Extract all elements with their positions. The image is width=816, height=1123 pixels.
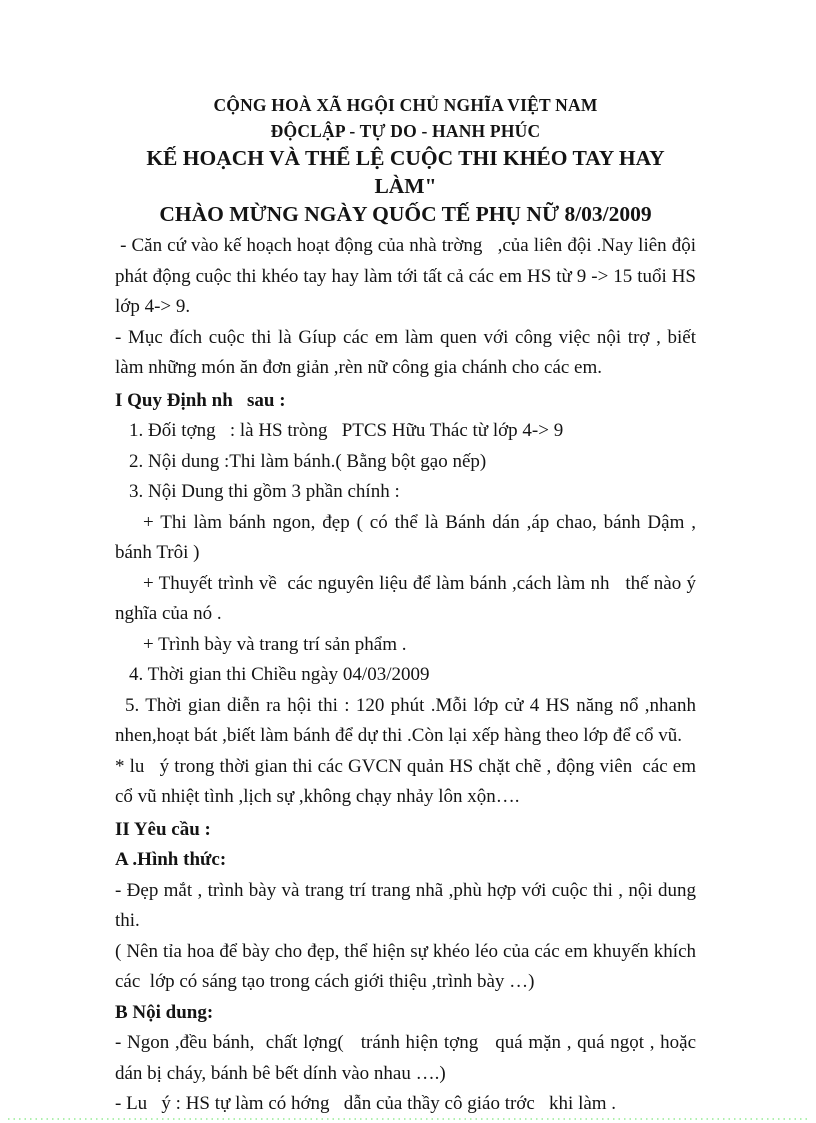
document-title-line2: CHÀO MỪNG NGÀY QUỐC TẾ PHỤ NỮ 8/03/2009 bbox=[159, 202, 652, 226]
list-item-doi-tuong: 1. Đối tợng : là HS tròng PTCS Hữu Thác từ lớp 4-> 9 bbox=[129, 420, 564, 441]
sub-item-trinh-bay: + Trình bày và trang trí sản phẩm . bbox=[143, 633, 407, 655]
list-item-noi-dung: 2. Nội dung :Thi làm bánh.( Bằng bột gạo nếp) bbox=[129, 450, 487, 472]
national-motto-line2: ĐỘCLẬP - TỰ DO - HANH PHÚC bbox=[270, 121, 541, 141]
list-item-thoi-gian-dien-ra: 5. Thời gian diễn ra hội thi : 120 phút .Mỗi lớp cử 4 HS năng nổ ,nhanh nhen,hoạt bát ,biết làm bánh để dự thi .Còn lại xếp hàng theo lớp để cổ vũ. bbox=[115, 694, 701, 746]
section-heading-noi-dung: B Nội dung: bbox=[115, 1001, 214, 1023]
document-body bbox=[115, 231, 701, 1120]
paragraph-muc-dich: - Mục đích cuộc thi là Gíup các em làm quen với công việc nội trợ , biết làm những món ăn đơn giản ,rèn nữ công gia chánh cho các em. bbox=[115, 326, 701, 378]
paragraph-can-cu: - Căn cứ vào kế hoạch hoạt động của nhà trờng ,của liên đội .Nay liên đội phát động cuộc thi khéo tay hay làm tới tất cả các em HS từ 9 -> 15 tuổi HS lớp 4-> 9. bbox=[115, 235, 701, 317]
paragraph-dep-mat: - Đẹp mắt , trình bày và trang trí trang nhã ,phù hợp với cuộc thi , nội dung thi. bbox=[115, 879, 701, 931]
paragraph-luu-y-hs: - Lu ý : HS tự làm có hớng dẫn của thầy cô giáo trớc khi làm . bbox=[115, 1093, 617, 1114]
paragraph-nen-tia-hoa: ( Nên tỉa hoa để bày cho đẹp, thể hiện sự khéo léo của các em khuyến khích các lớp có sáng tạo trong cách giới thiệu ,trình bày …) bbox=[115, 940, 701, 992]
section-heading-hinh-thuc: A .Hình thức: bbox=[115, 849, 227, 870]
paragraph-luu-y-gvcn: * lu ý trong thời gian thi các GVCN quản HS chặt chẽ , động viên các em cổ vũ nhiệt tình ,lịch sự ,không chạy nhảy lôn xộn…. bbox=[115, 755, 701, 807]
section-heading-quy-dinh: I Quy Định nh sau : bbox=[115, 389, 286, 411]
section-heading-yeu-cau: II Yêu cầu : bbox=[115, 818, 211, 840]
list-item-thoi-gian-thi: 4. Thời gian thi Chiều ngày 04/03/2009 bbox=[129, 664, 430, 685]
paragraph-ngon-deu-banh: - Ngon ,đều bánh, chất lợng( tránh hiện tợng quá mặn , quá ngọt , hoặc dán bị cháy, bánh bê bết dính vào nhau ….) bbox=[115, 1032, 701, 1084]
sub-item-thuyet-trinh: + Thuyết trình về các nguyên liệu để làm bánh ,cách làm nh thế nào ý nghĩa của nó . bbox=[115, 572, 701, 624]
document-title-line1: KẾ HOẠCH VÀ THỂ LỆ CUỘC THI KHÉO TAY HAY LÀM" bbox=[146, 146, 671, 198]
sub-item-thi-lam-banh: + Thi làm bánh ngon, đẹp ( có thể là Bánh dán ,áp chao, bánh Dậm , bánh Trôi ) bbox=[115, 511, 701, 563]
page-break-dotted-divider bbox=[8, 1118, 808, 1120]
national-motto-line1: CỘNG HOÀ XÃ HGỘI CHỦ NGHĨA VIỆT NAM bbox=[213, 95, 598, 115]
list-item-3-phan-chinh: 3. Nội Dung thi gồm 3 phần chính : bbox=[129, 481, 400, 502]
